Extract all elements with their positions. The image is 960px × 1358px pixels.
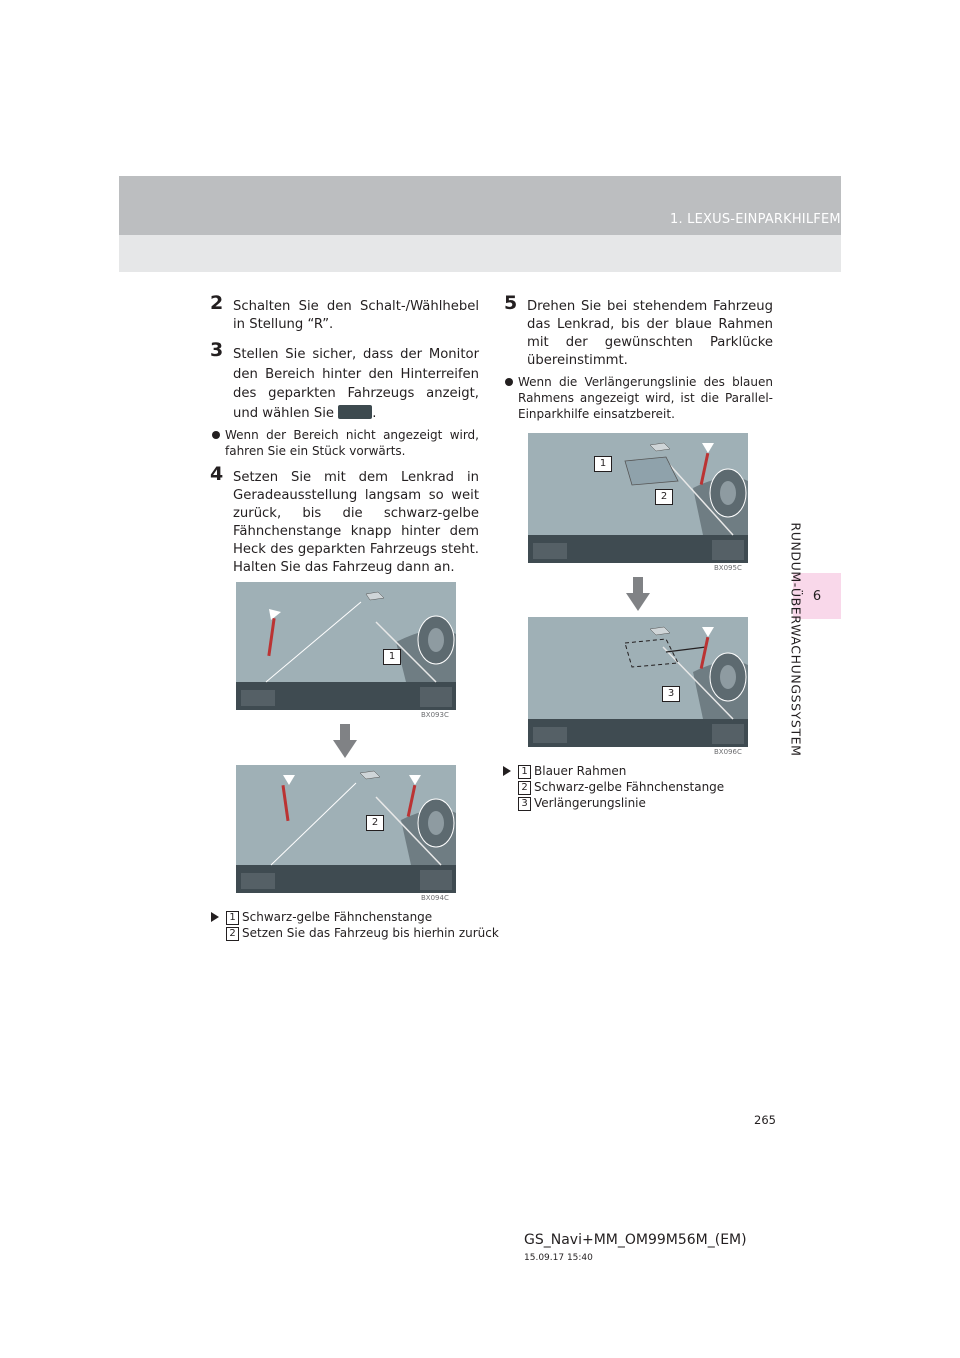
step-text: Setzen Sie mit dem Lenkrad in Geradeausstellung langsam so weit zurück, bis die schwarz-gelbe Fähnchenstange knapp hinter dem Heck des geparkten Fahrzeugs steht. Halten Sie das Fahrzeug dann an. — [233, 470, 479, 575]
legend-right — [518, 763, 724, 811]
step-text: Schalten Sie den Schalt-/Wählhebel in Stellung “R”. — [233, 299, 479, 332]
camera-screen-1 — [236, 582, 456, 710]
step-2 — [210, 292, 479, 334]
pointer-icon — [211, 912, 219, 922]
legend-number: 1 — [226, 911, 239, 925]
image-code: BX096C — [714, 748, 742, 756]
arrow-down-icon — [333, 724, 357, 758]
legend-item — [226, 925, 499, 941]
legend-item — [518, 763, 724, 779]
bullet-note — [518, 374, 773, 422]
legend-item — [226, 909, 499, 925]
legend-left — [226, 909, 499, 941]
step-text-end: . — [372, 405, 377, 421]
step-text: Drehen Sie bei stehendem Fahrzeug das Lenkrad, bis der blaue Rahmen mit der gewünschten Parklücke übereinstimmt. — [527, 299, 773, 368]
document-id: GS_Navi+MM_OM99M56M_(EM) — [524, 1232, 747, 1248]
legend-text: Verlängerungslinie — [534, 796, 646, 810]
legend-text: Schwarz-gelbe Fähnchenstange — [242, 910, 433, 924]
camera-screen-4 — [528, 617, 748, 747]
legend-number: 1 — [518, 765, 531, 779]
legend-text: Blauer Rahmen — [534, 764, 627, 778]
camera-screen-3 — [528, 433, 748, 563]
callout-1: 1 — [594, 456, 612, 472]
bullet-note — [225, 427, 479, 459]
arrow-down-icon — [626, 577, 650, 611]
legend-item — [518, 779, 724, 795]
legend-text: Schwarz-gelbe Fähnchenstange — [534, 780, 725, 794]
image-code: BX094C — [421, 894, 449, 902]
legend-number: 2 — [226, 927, 239, 941]
step-number: 2 — [210, 292, 224, 314]
chapter-side-label — [773, 522, 819, 932]
image-code: BX095C — [714, 564, 742, 572]
step-number: 3 — [210, 339, 224, 361]
step-3 — [210, 339, 479, 423]
section-title: 1. LEXUS-EINPARKHILFEMONITOR — [670, 212, 893, 227]
image-code: BX093C — [421, 711, 449, 719]
bullet-dot-icon — [505, 378, 513, 386]
print-date: 15.09.17 15:40 — [524, 1253, 593, 1263]
chapter-label: RUNDUM-ÜBERWACHUNGSSYSTEM — [788, 522, 804, 757]
step-number: 4 — [210, 463, 224, 485]
camera-screen-2 — [236, 765, 456, 893]
pointer-icon — [503, 766, 511, 776]
step-4 — [210, 463, 479, 577]
legend-number: 2 — [518, 781, 531, 795]
legend-item — [518, 795, 724, 811]
bullet-text: Wenn der Bereich nicht angezeigt wird, fahren Sie ein Stück vorwärts. — [225, 428, 479, 458]
bullet-text: Wenn die Verlängerungslinie des blauen Rahmens angezeigt wird, ist die Parallel-Einparkhilfe einsatzbereit. — [518, 375, 773, 421]
step-number: 5 — [504, 292, 518, 314]
legend-text: Setzen Sie das Fahrzeug bis hierhin zurück — [242, 926, 499, 940]
callout-2: 2 — [366, 815, 384, 831]
parallel-assist-button-icon — [338, 405, 372, 419]
bullet-dot-icon — [212, 431, 220, 439]
page-number: 265 — [754, 1113, 776, 1127]
step-text: Stellen Sie sicher, dass der Monitor den Bereich hinter den Hinterreifen des geparkten Fahrzeugs anzeigt, und wählen Sie — [233, 347, 479, 421]
callout-3: 3 — [662, 686, 680, 702]
callout-2: 2 — [655, 489, 673, 505]
chapter-number: 6 — [812, 589, 822, 604]
step-5 — [504, 292, 773, 370]
callout-1: 1 — [383, 649, 401, 665]
legend-number: 3 — [518, 797, 531, 811]
